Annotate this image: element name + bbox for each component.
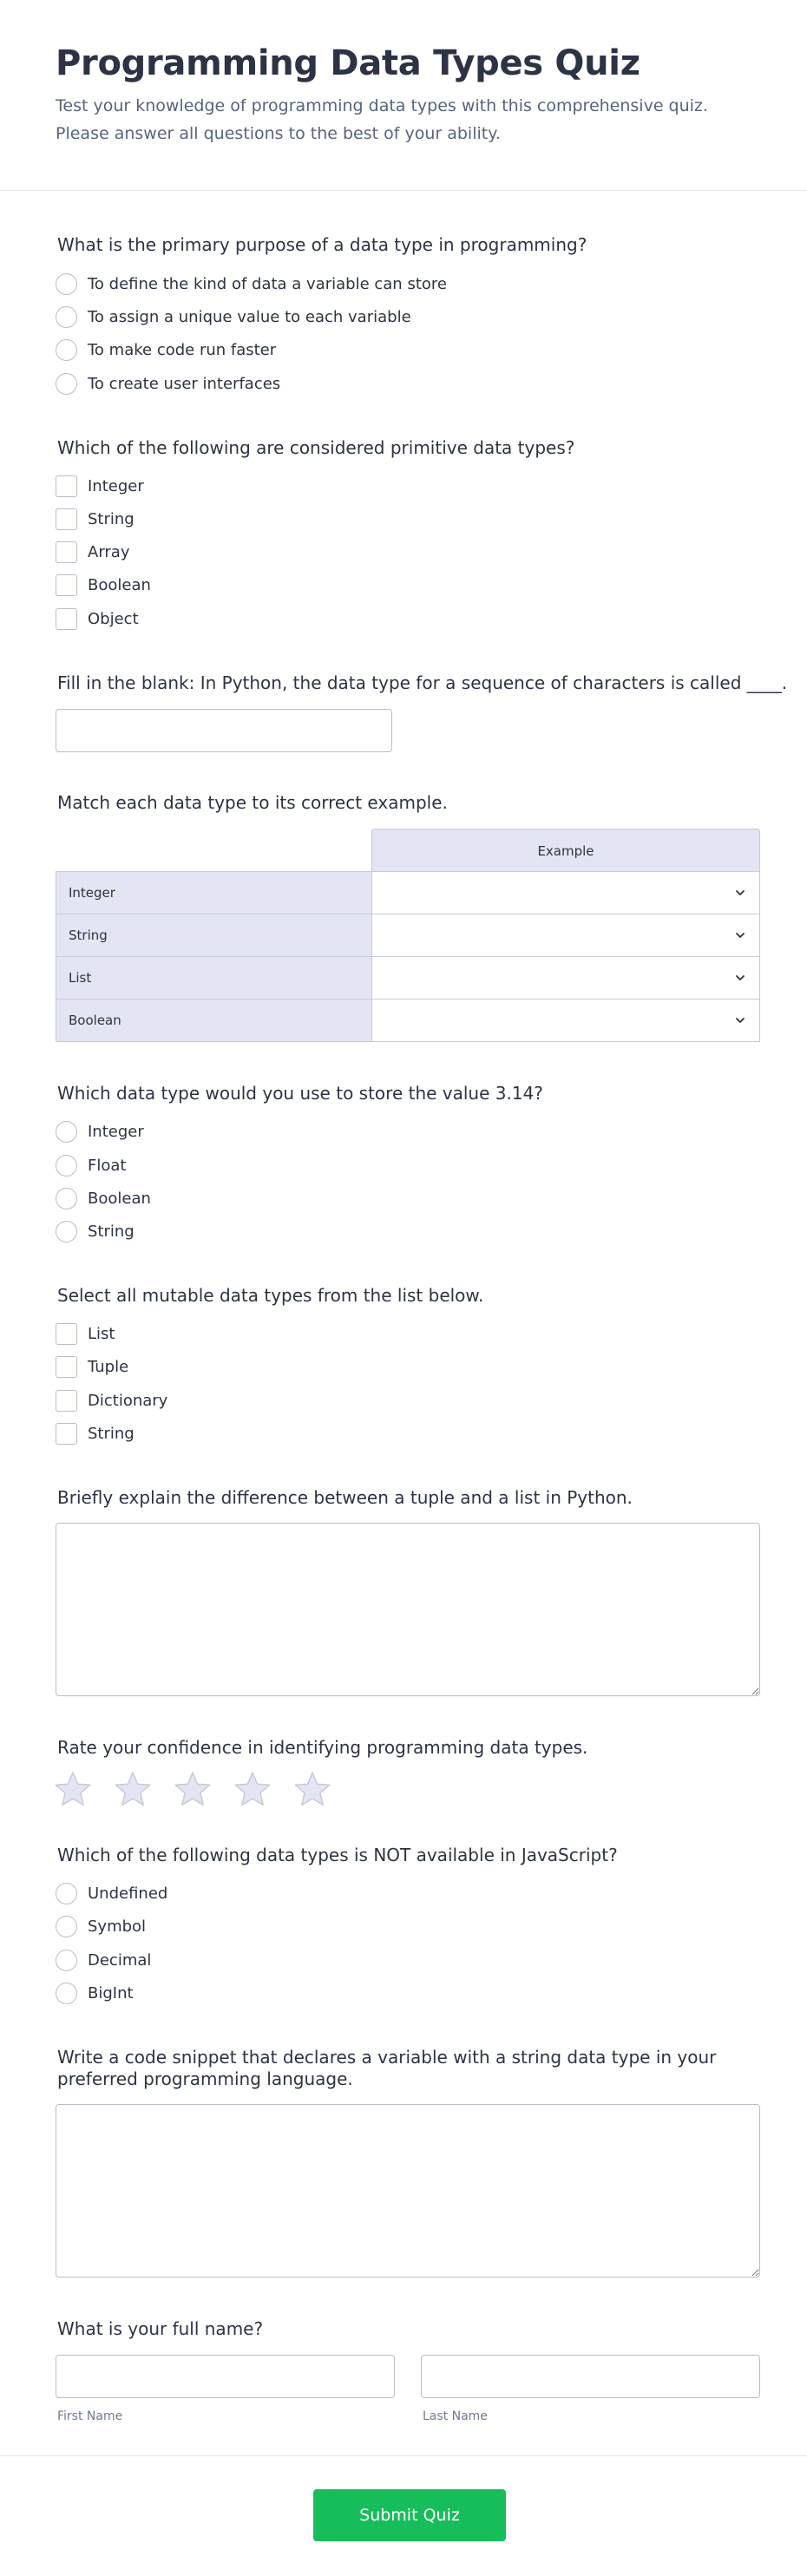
checkbox[interactable] bbox=[56, 574, 77, 596]
q11-question: What is your full name? bbox=[57, 2318, 264, 2339]
q2-option-1[interactable] bbox=[56, 474, 144, 498]
q6-option-2[interactable] bbox=[56, 1354, 128, 1379]
radio-button[interactable] bbox=[56, 1916, 77, 1937]
form-header bbox=[0, 0, 807, 191]
option-label: Boolean bbox=[88, 1189, 151, 1208]
radio-button[interactable] bbox=[56, 1188, 77, 1209]
option-label: Boolean bbox=[88, 575, 151, 594]
form-title: Programming Data Types Quiz bbox=[56, 43, 640, 83]
q3-question: Fill in the blank: In Python, the data type for a sequence of characters is called ____. bbox=[57, 672, 788, 693]
q5-option-3[interactable] bbox=[56, 1186, 151, 1210]
q9-option-4[interactable] bbox=[56, 1981, 134, 2005]
q2-option-5[interactable] bbox=[56, 606, 139, 631]
option-label: Integer bbox=[88, 476, 144, 495]
option-label: Dictionary bbox=[88, 1391, 168, 1410]
q7-question: Briefly explain the difference between a tuple and a list in Python. bbox=[57, 1487, 633, 1508]
q5-option-4[interactable] bbox=[56, 1219, 134, 1243]
option-label: Array bbox=[88, 542, 130, 561]
q6-question: Select all mutable data types from the list below. bbox=[57, 1285, 484, 1306]
matrix-row-label: String bbox=[56, 914, 371, 957]
matrix-row-2 bbox=[56, 914, 760, 957]
code-snippet-textarea[interactable] bbox=[56, 2104, 760, 2278]
option-label: List bbox=[88, 1324, 115, 1343]
option-label: Float bbox=[88, 1156, 127, 1175]
star-icon[interactable] bbox=[174, 1770, 212, 1808]
matrix-dropdown-3[interactable] bbox=[371, 956, 760, 1000]
option-label: Integer bbox=[88, 1122, 144, 1141]
option-label: Symbol bbox=[88, 1917, 147, 1936]
radio-button[interactable] bbox=[56, 1121, 77, 1143]
q1-option-2[interactable] bbox=[56, 305, 411, 329]
submit-quiz-button[interactable]: Submit Quiz bbox=[313, 2489, 506, 2541]
q1-option-3[interactable] bbox=[56, 338, 276, 362]
matrix-dropdown-1[interactable] bbox=[371, 871, 760, 914]
matrix-dropdown-4[interactable] bbox=[371, 999, 760, 1042]
q9-option-3[interactable] bbox=[56, 1948, 151, 1972]
footer-divider bbox=[0, 2455, 807, 2456]
matrix-row-label: Boolean bbox=[56, 999, 371, 1042]
star-icon[interactable] bbox=[54, 1770, 92, 1808]
q5-question: Which data type would you use to store the value 3.14? bbox=[57, 1083, 543, 1104]
radio-button[interactable] bbox=[56, 1883, 77, 1904]
q8-question: Rate your confidence in identifying programming data types. bbox=[57, 1737, 588, 1758]
form-subtitle: Test your knowledge of programming data types with this comprehensive quiz. Please answer all questions to the best of your ability. bbox=[56, 96, 708, 143]
chevron-down-icon bbox=[733, 971, 747, 985]
last-name-input[interactable] bbox=[421, 2355, 760, 2398]
matrix-column-header bbox=[371, 829, 760, 872]
option-label: BigInt bbox=[88, 1983, 134, 2002]
option-label: Tuple bbox=[88, 1357, 129, 1376]
tuple-list-explanation-textarea[interactable] bbox=[56, 1523, 760, 1696]
option-label: To define the kind of data a variable can store bbox=[88, 274, 447, 293]
radio-button[interactable] bbox=[56, 339, 77, 361]
q5-option-2[interactable] bbox=[56, 1153, 126, 1177]
radio-button[interactable] bbox=[56, 1950, 77, 1971]
option-label: String bbox=[88, 1424, 134, 1443]
q4-question: Match each data type to its correct example. bbox=[57, 792, 448, 813]
first-name-sublabel: First Name bbox=[57, 2409, 123, 2423]
q9-question: Which of the following data types is NOT available in JavaScript? bbox=[57, 1845, 618, 1865]
checkbox[interactable] bbox=[56, 608, 77, 630]
q2-option-3[interactable] bbox=[56, 540, 129, 564]
q6-option-4[interactable] bbox=[56, 1421, 134, 1445]
option-label: String bbox=[88, 1222, 134, 1241]
checkbox[interactable] bbox=[56, 1390, 77, 1412]
q6-option-1[interactable] bbox=[56, 1321, 115, 1346]
option-label: Decimal bbox=[88, 1950, 152, 1970]
q5-option-1[interactable] bbox=[56, 1119, 144, 1144]
checkbox[interactable] bbox=[56, 1323, 77, 1345]
matrix-row-4 bbox=[56, 999, 760, 1042]
matrix-row-label: Integer bbox=[56, 871, 371, 914]
q6-option-3[interactable] bbox=[56, 1388, 167, 1413]
q1-option-4[interactable] bbox=[56, 371, 280, 396]
q2-option-2[interactable] bbox=[56, 507, 134, 531]
radio-button[interactable] bbox=[56, 1155, 77, 1177]
q10-question: Write a code snippet that declares a variable with a string data type in your preferred programming language. bbox=[57, 2047, 717, 2089]
option-label: To make code run faster bbox=[88, 340, 277, 359]
option-label: To create user interfaces bbox=[88, 374, 281, 393]
radio-button[interactable] bbox=[56, 373, 77, 395]
checkbox[interactable] bbox=[56, 1423, 77, 1445]
checkbox[interactable] bbox=[56, 475, 77, 497]
star-rating[interactable] bbox=[54, 1770, 353, 1808]
radio-button[interactable] bbox=[56, 306, 77, 328]
checkbox[interactable] bbox=[56, 508, 77, 530]
matrix-column-label: Example bbox=[537, 842, 594, 859]
matrix-row-1 bbox=[56, 871, 760, 914]
matrix-row-3 bbox=[56, 956, 760, 1000]
checkbox[interactable] bbox=[56, 541, 77, 563]
option-label: String bbox=[88, 509, 134, 528]
star-icon[interactable] bbox=[293, 1770, 331, 1808]
chevron-down-icon bbox=[733, 928, 747, 942]
fill-blank-input[interactable] bbox=[56, 709, 392, 752]
option-label: Object bbox=[88, 609, 139, 628]
chevron-down-icon bbox=[733, 886, 747, 900]
q9-option-1[interactable] bbox=[56, 1881, 167, 1905]
matrix-dropdown-2[interactable] bbox=[371, 914, 760, 957]
last-name-sublabel: Last Name bbox=[423, 2409, 488, 2423]
q1-question: What is the primary purpose of a data type in programming? bbox=[57, 234, 587, 255]
radio-button[interactable] bbox=[56, 1221, 77, 1242]
q1-option-1[interactable] bbox=[56, 272, 447, 296]
radio-button[interactable] bbox=[56, 1983, 77, 2004]
radio-button[interactable] bbox=[56, 273, 77, 295]
q2-question: Which of the following are considered primitive data types? bbox=[57, 437, 575, 458]
option-label: Undefined bbox=[88, 1884, 168, 1903]
q2-option-4[interactable] bbox=[56, 573, 151, 597]
checkbox[interactable] bbox=[56, 1356, 77, 1378]
first-name-input[interactable] bbox=[56, 2355, 395, 2398]
option-label: To assign a unique value to each variable bbox=[88, 307, 411, 326]
matrix-row-label: List bbox=[56, 956, 371, 1000]
q9-option-2[interactable] bbox=[56, 1914, 146, 1938]
star-icon[interactable] bbox=[114, 1770, 152, 1808]
chevron-down-icon bbox=[733, 1013, 747, 1027]
star-icon[interactable] bbox=[233, 1770, 272, 1808]
